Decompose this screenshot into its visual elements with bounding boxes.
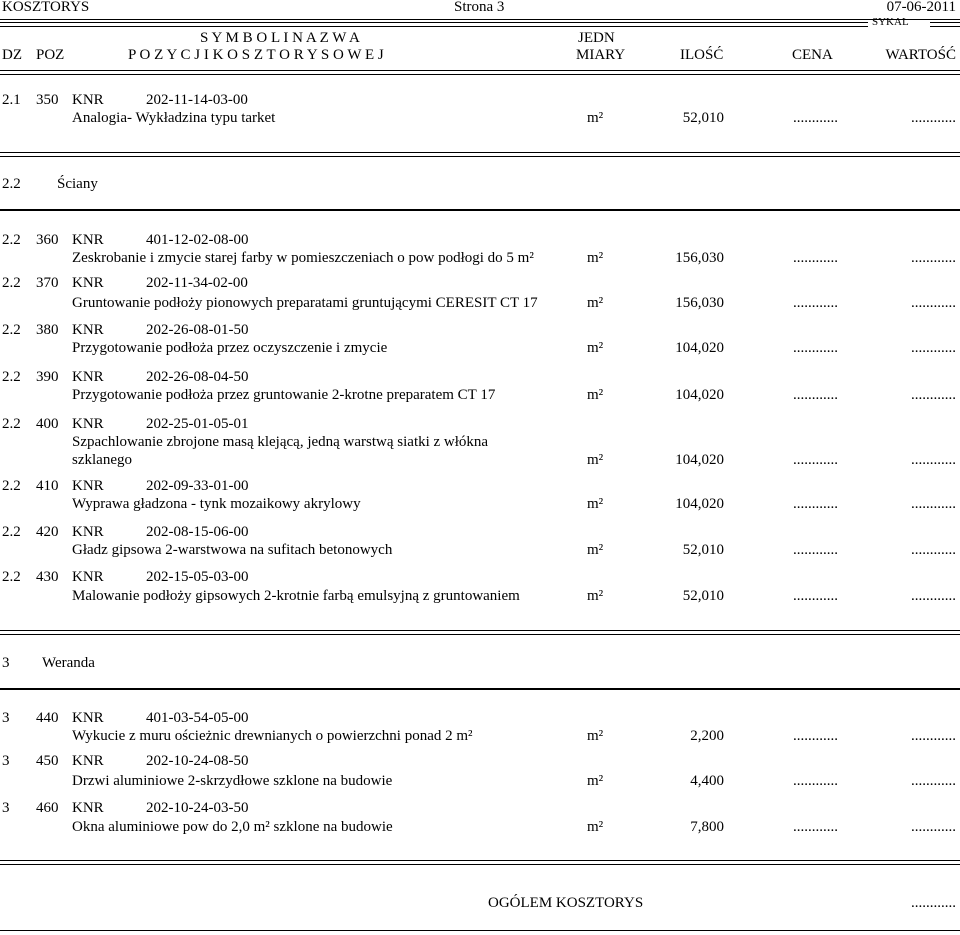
item-source: KNR (72, 232, 104, 248)
column-value: WARTOŚĆ (885, 47, 956, 63)
item-position: 410 (36, 478, 59, 494)
item-source: KNR (72, 369, 104, 385)
item-price: ............ (793, 773, 838, 789)
item-quantity: 156,030 (675, 250, 724, 266)
item-description: Analogia- Wykładzina typu tarket (72, 110, 276, 126)
item-source: KNR (72, 322, 104, 338)
total-label: OGÓLEM KOSZTORYS (488, 895, 644, 911)
item-description: Okna aluminiowe pow do 2,0 m² szklone na budowie (72, 819, 393, 835)
item-code: 401-12-02-08-00 (146, 232, 249, 248)
item-division: 3 (2, 753, 10, 769)
item-description: Malowanie podłoży gipsowych 2-krotnie farbą emulsyjną z gruntowaniem (72, 588, 520, 604)
footer-rule (0, 930, 960, 931)
item-quantity: 7,800 (690, 819, 724, 835)
item-position: 450 (36, 753, 59, 769)
item-code: 202-09-33-01-00 (146, 478, 249, 494)
section-rule (0, 630, 960, 635)
item-value: ............ (911, 588, 956, 604)
item-description: Szpachlowanie zbrojone masą klejącą, jedną warstwą siatki z włókna (72, 434, 489, 450)
item-position: 430 (36, 569, 59, 585)
item-position: 400 (36, 416, 59, 432)
item-quantity: 104,020 (675, 496, 724, 512)
item-price: ............ (793, 452, 838, 468)
item-description: Wykucie z muru ościeżnic drewnianych o powierzchni ponad 2 m² (72, 728, 473, 744)
document-title: KOSZTORYS (2, 0, 90, 15)
item-position: 440 (36, 710, 59, 726)
item-code: 202-25-01-05-01 (146, 416, 249, 432)
item-code: 202-11-14-03-00 (146, 92, 248, 108)
item-division: 2.1 (2, 92, 21, 108)
item-price: ............ (793, 295, 838, 311)
item-division: 3 (2, 800, 10, 816)
item-value: ............ (911, 110, 956, 126)
item-price: ............ (793, 250, 838, 266)
item-unit: m² (587, 295, 604, 311)
item-quantity: 2,200 (690, 728, 724, 744)
item-price: ............ (793, 387, 838, 403)
item-source: KNR (72, 800, 104, 816)
section-title: Ściany (57, 176, 98, 192)
item-value: ............ (911, 728, 956, 744)
item-value: ............ (911, 387, 956, 403)
brand-label: SYKAL (872, 16, 909, 28)
item-unit: m² (587, 496, 604, 512)
item-description-cont: szklanego (72, 452, 132, 468)
item-position: 360 (36, 232, 59, 248)
item-price: ............ (793, 110, 838, 126)
item-value: ............ (911, 340, 956, 356)
item-unit: m² (587, 588, 604, 604)
item-source: KNR (72, 478, 104, 494)
document-date: 07-06-2011 (886, 0, 956, 15)
item-unit: m² (587, 340, 604, 356)
item-quantity: 104,020 (675, 452, 724, 468)
item-position: 420 (36, 524, 59, 540)
item-position: 460 (36, 800, 59, 816)
column-price: CENA (792, 47, 833, 63)
column-quantity: ILOŚĆ (680, 47, 724, 63)
item-description: Drzwi aluminiowe 2-skrzydłowe szklone na budowie (72, 773, 393, 789)
column-symbol-name-top: S Y M B O L I N A Z W A (200, 30, 360, 46)
item-code: 202-10-24-08-50 (146, 753, 249, 769)
item-price: ............ (793, 728, 838, 744)
item-code: 202-11-34-02-00 (146, 275, 248, 291)
item-unit: m² (587, 110, 604, 126)
section-underline (0, 688, 960, 690)
item-quantity: 104,020 (675, 340, 724, 356)
item-value: ............ (911, 452, 956, 468)
item-unit: m² (587, 773, 604, 789)
item-source: KNR (72, 275, 104, 291)
item-quantity: 156,030 (675, 295, 724, 311)
item-position: 370 (36, 275, 59, 291)
column-symbol-name-bottom: P O Z Y C J I K O S Z T O R Y S O W E J (128, 47, 384, 63)
item-source: KNR (72, 92, 104, 108)
item-description: Gruntowanie podłoży pionowych preparatami gruntującymi CERESIT CT 17 (72, 295, 538, 311)
total-value: ............ (911, 895, 956, 911)
item-description: Przygotowanie podłoża przez oczyszczenie i zmycie (72, 340, 388, 356)
section-number: 2.2 (2, 176, 21, 192)
item-unit: m² (587, 819, 604, 835)
item-division: 2.2 (2, 322, 21, 338)
item-division: 2.2 (2, 232, 21, 248)
header-rule (0, 19, 960, 20)
item-division: 2.2 (2, 275, 21, 291)
item-unit: m² (587, 387, 604, 403)
item-division: 2.2 (2, 369, 21, 385)
item-description: Zeskrobanie i zmycie starej farby w pomieszczeniach o pow podłogi do 5 m² (72, 250, 534, 266)
item-position: 380 (36, 322, 59, 338)
column-unit-top: JEDN (578, 30, 615, 46)
item-code: 202-08-15-06-00 (146, 524, 249, 540)
section-rule (0, 152, 960, 157)
item-division: 2.2 (2, 569, 21, 585)
section-number: 3 (2, 655, 10, 671)
item-code: 401-03-54-05-00 (146, 710, 249, 726)
item-source: KNR (72, 524, 104, 540)
item-code: 202-26-08-01-50 (146, 322, 249, 338)
item-description: Wyprawa gładzona - tynk mozaikowy akrylowy (72, 496, 361, 512)
item-price: ............ (793, 588, 838, 604)
item-value: ............ (911, 295, 956, 311)
item-price: ............ (793, 340, 838, 356)
column-poz: POZ (36, 47, 65, 63)
item-description: Przygotowanie podłoża przez gruntowanie 2-krotne preparatem CT 17 (72, 387, 496, 403)
section-title: Weranda (42, 655, 95, 671)
total-rule (0, 860, 960, 865)
item-price: ............ (793, 542, 838, 558)
item-source: KNR (72, 753, 104, 769)
item-value: ............ (911, 496, 956, 512)
item-description: Gładz gipsowa 2-warstwowa na sufitach betonowych (72, 542, 393, 558)
item-position: 350 (36, 92, 59, 108)
item-quantity: 4,400 (690, 773, 724, 789)
brand-rule (0, 22, 960, 30)
item-unit: m² (587, 728, 604, 744)
item-price: ............ (793, 496, 838, 512)
item-division: 2.2 (2, 416, 21, 432)
item-value: ............ (911, 819, 956, 835)
item-quantity: 52,010 (682, 588, 724, 604)
item-unit: m² (587, 452, 604, 468)
item-position: 390 (36, 369, 59, 385)
item-unit: m² (587, 542, 604, 558)
item-quantity: 104,020 (675, 387, 724, 403)
page-number: Strona 3 (454, 0, 505, 15)
item-price: ............ (793, 819, 838, 835)
item-source: KNR (72, 710, 104, 726)
item-code: 202-26-08-04-50 (146, 369, 249, 385)
item-unit: m² (587, 250, 604, 266)
item-division: 2.2 (2, 524, 21, 540)
column-unit-bottom: MIARY (576, 47, 626, 63)
item-value: ............ (911, 773, 956, 789)
item-value: ............ (911, 542, 956, 558)
header-bottom-rule (0, 70, 960, 75)
item-source: KNR (72, 569, 104, 585)
item-division: 3 (2, 710, 10, 726)
item-division: 2.2 (2, 478, 21, 494)
item-code: 202-15-05-03-00 (146, 569, 249, 585)
item-source: KNR (72, 416, 104, 432)
item-quantity: 52,010 (682, 110, 724, 126)
item-code: 202-10-24-03-50 (146, 800, 249, 816)
section-underline (0, 209, 960, 211)
column-dz: DZ (2, 47, 22, 63)
item-quantity: 52,010 (682, 542, 724, 558)
item-value: ............ (911, 250, 956, 266)
